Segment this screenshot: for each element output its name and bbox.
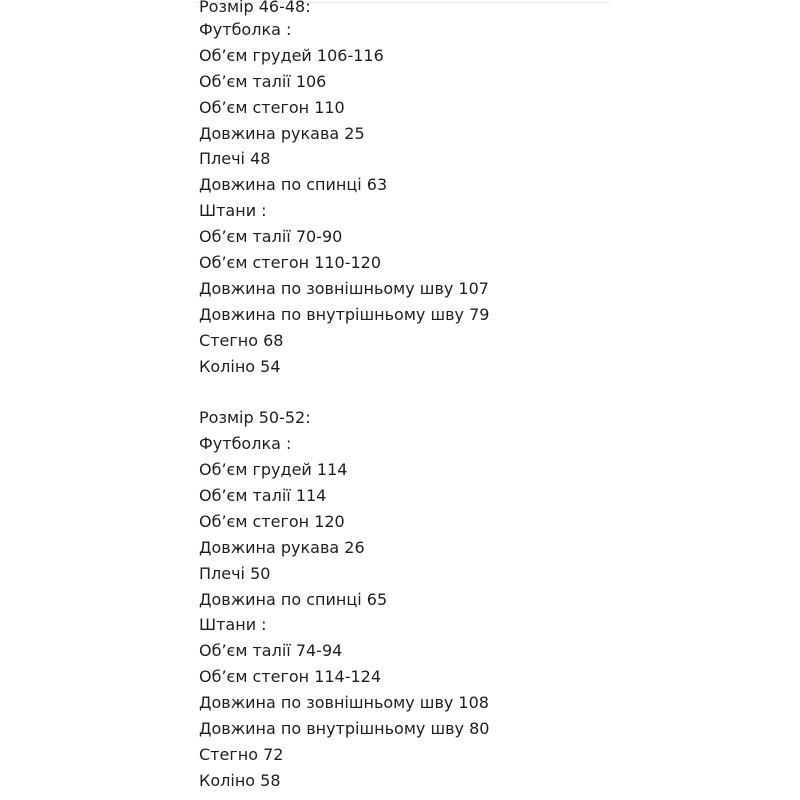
pants-waist: Об’єм талії 70-90 bbox=[199, 227, 343, 247]
tshirt-shoulders: Плечі 50 bbox=[199, 563, 271, 583]
pants-inseam: Довжина по внутрішньому шву 80 bbox=[199, 719, 490, 739]
tshirt-sleeve-length: Довжина рукава 25 bbox=[199, 123, 365, 143]
tshirt-back-length: Довжина по спинці 63 bbox=[199, 175, 388, 195]
tshirt-label: Футболка : bbox=[199, 20, 292, 39]
pants-thigh: Стегно 72 bbox=[199, 744, 284, 764]
pants-hips: Об’єм стегон 110-120 bbox=[199, 253, 382, 273]
tshirt-back-length: Довжина по спинці 65 bbox=[199, 589, 388, 609]
pants-outseam: Довжина по зовнішньому шву 107 bbox=[199, 278, 489, 298]
pants-hips: Об’єм стегон 114-124 bbox=[199, 667, 382, 687]
message-text[interactable] bbox=[199, 0, 609, 794]
tshirt-chest: Об’єм грудей 114 bbox=[199, 460, 348, 480]
pants-waist: Об’єм талії 74-94 bbox=[199, 641, 343, 661]
size-header: Розмір 50-52: bbox=[199, 408, 311, 428]
pants-label: Штани : bbox=[199, 615, 267, 635]
blank-line bbox=[199, 379, 609, 405]
pants-knee: Коліно 54 bbox=[199, 356, 281, 376]
tshirt-waist: Об’єм талії 114 bbox=[199, 486, 327, 506]
pants-outseam: Довжина по зовнішньому шву 108 bbox=[199, 693, 489, 713]
tshirt-label: Футболка : bbox=[199, 434, 292, 454]
tshirt-hips: Об’єм стегон 110 bbox=[199, 97, 345, 117]
tshirt-sleeve-length: Довжина рукава 26 bbox=[199, 537, 365, 557]
pants-thigh: Стегно 68 bbox=[199, 330, 284, 350]
pants-knee: Коліно 58 bbox=[199, 770, 281, 790]
tshirt-waist: Об’єм талії 106 bbox=[199, 71, 327, 91]
pants-inseam: Довжина по внутрішньому шву 79 bbox=[199, 304, 490, 324]
tshirt-hips: Об’єм стегон 120 bbox=[199, 511, 345, 531]
tshirt-chest: Об’єм грудей 106-116 bbox=[199, 45, 384, 65]
pants-label: Штани : bbox=[199, 201, 267, 221]
tshirt-shoulders: Плечі 48 bbox=[199, 149, 271, 169]
size-header: Розмір 46-48: bbox=[199, 0, 311, 16]
